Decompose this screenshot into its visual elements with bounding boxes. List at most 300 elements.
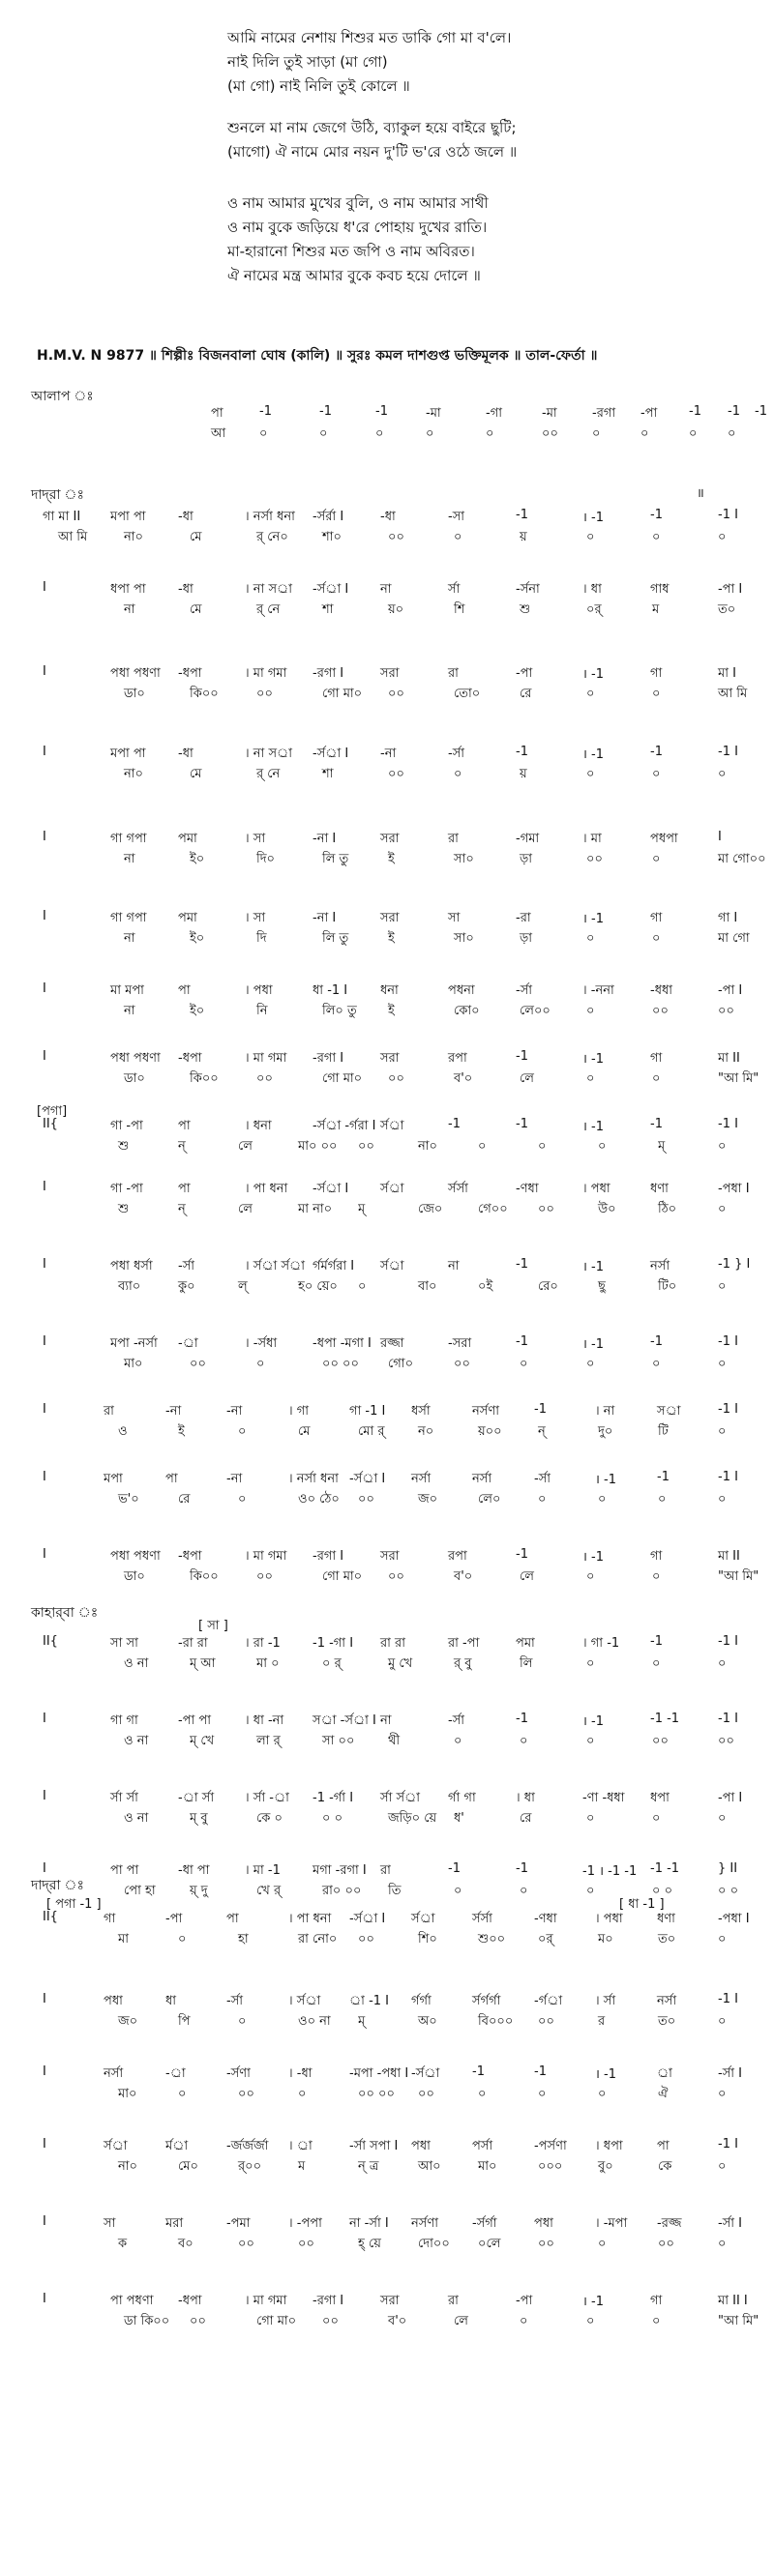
- note-cell: -1: [516, 1117, 528, 1131]
- note-cell: র্সা: [448, 582, 461, 597]
- lyric-syllable: শি০: [418, 1932, 437, 1947]
- notation-row: [0, 1634, 774, 1675]
- note-cell: II{: [43, 1910, 58, 1924]
- notation-row: [0, 909, 774, 950]
- lyric-syllable: র্ নে: [256, 767, 281, 781]
- lyric-syllable: মা০ ০০: [298, 1139, 338, 1154]
- lyric-syllable: ০: [652, 931, 661, 946]
- lyric-syllable: ০: [718, 1932, 727, 1947]
- lyric-syllable: ০০: [418, 2087, 434, 2101]
- lyric-syllable: খে র্: [256, 1884, 282, 1898]
- lyric-syllable: না: [124, 602, 135, 617]
- lyric-syllable: ধ': [454, 1811, 464, 1826]
- note-cell: -1: [472, 2064, 485, 2079]
- note-cell: ধর্সা: [411, 1404, 431, 1419]
- lyric-syllable: ০: [586, 1884, 595, 1898]
- lyric-syllable: ও: [118, 1424, 128, 1439]
- note-cell: র্মর্া: [165, 2139, 189, 2153]
- lyric-syllable: লে: [238, 1202, 253, 1216]
- note-cell: -1: [650, 1334, 663, 1349]
- note-cell: রজ্জা: [380, 1336, 404, 1351]
- note-cell: -1 -গা I: [313, 1636, 354, 1651]
- note-cell: । র্া: [288, 2139, 313, 2153]
- note-cell: গা -1 I: [349, 1404, 386, 1419]
- note-cell: -পা: [640, 406, 658, 421]
- note-cell: -1: [650, 745, 663, 759]
- lyric-syllable: ও না: [124, 1656, 149, 1671]
- note-cell: -1: [516, 1049, 528, 1064]
- note-cell: -না: [380, 746, 397, 761]
- note-cell: -র্সনা: [516, 582, 540, 597]
- note-cell: পধনা: [448, 983, 475, 998]
- lyric-syllable: শা: [322, 767, 334, 781]
- note-cell: I: [43, 1992, 46, 2006]
- note-cell: । পধা: [245, 983, 273, 998]
- lyric-syllable: কু০: [178, 1279, 195, 1294]
- lyric-syllable: ০: [586, 1811, 595, 1826]
- lyric-syllable: ০: [728, 426, 736, 441]
- lyric-syllable: ০০: [388, 687, 404, 701]
- lyric-syllable: না০: [418, 1139, 437, 1154]
- note-cell: -র্সর্া -র্গরা I: [313, 1119, 376, 1133]
- lyric-syllable: ল্: [238, 1279, 248, 1294]
- lyric-syllable: লে০: [478, 1492, 501, 1507]
- note-cell: -র্সা: [448, 746, 465, 761]
- lyric-line: শুনলে মা নাম জেগে উঠি, ব্যাকুল হয়ে বাইরে ছুটি;: [227, 119, 517, 136]
- note-cell: পধা: [411, 2139, 431, 2153]
- note-cell: পা: [178, 1182, 191, 1196]
- lyric-syllable: ০: [652, 767, 661, 781]
- lyric-syllable: রা০ ০০: [322, 1884, 362, 1898]
- lyric-syllable: মা না০: [298, 1202, 333, 1216]
- lyric-line: (মা গো) নাই নিলি তুই কোলে ॥: [227, 77, 410, 95]
- lyric-syllable: ০০: [538, 2237, 554, 2251]
- lyric-syllable: দো০০: [418, 2237, 450, 2251]
- lyric-syllable: ০লে: [478, 2237, 501, 2251]
- note-cell: -1 I: [718, 2137, 738, 2152]
- lyric-syllable: তো০: [454, 687, 481, 701]
- lyric-syllable: বা০: [418, 1279, 437, 1294]
- note-cell: মপা পা: [110, 746, 146, 761]
- lyric-syllable: ০: [520, 1884, 528, 1898]
- note-cell: সা: [104, 2216, 116, 2231]
- lyric-syllable: ০: [652, 1357, 661, 1371]
- note-cell: I: [43, 580, 46, 595]
- note-cell: -1: [259, 404, 272, 419]
- lyric-syllable: ০: [718, 1424, 727, 1439]
- lyric-syllable: না: [124, 1004, 135, 1018]
- note-cell: র্গর্গা: [411, 1994, 432, 2008]
- lyric-syllable: ০র্: [538, 1932, 553, 1947]
- note-cell: I: [43, 2064, 46, 2079]
- lyric-syllable: ন্: [178, 1139, 186, 1154]
- lyric-syllable: জে০: [418, 1202, 443, 1216]
- lyric-syllable: ০: [538, 1492, 547, 1507]
- lyric-syllable: দি০: [256, 852, 276, 866]
- lyric-syllable: মা গো: [718, 931, 750, 946]
- lyric-syllable: মু খে: [388, 1656, 413, 1671]
- note-cell: -র্সা: [516, 983, 533, 998]
- note-cell: -1: [516, 1257, 528, 1272]
- note-cell: পা পধণা: [110, 2294, 154, 2308]
- note-cell: পা: [178, 983, 191, 998]
- lyric-syllable: ই০: [190, 852, 205, 866]
- note-cell: গা I: [718, 911, 738, 925]
- lyric-syllable: ০: [478, 2087, 487, 2101]
- note-cell: -ধপা -মগা I: [313, 1336, 372, 1351]
- note-cell: পা: [211, 406, 223, 421]
- note-cell: সরা: [380, 911, 400, 925]
- lyric-syllable: পো হা: [124, 1884, 156, 1898]
- lyric-syllable: ই০: [190, 1004, 205, 1018]
- lyric-syllable: ত০: [718, 602, 736, 617]
- note-cell: । পা ধনা: [245, 1182, 288, 1196]
- note-cell: গা: [104, 1912, 116, 1926]
- note-cell: । মা গমা: [245, 1549, 287, 1564]
- lyric-syllable: ০০: [542, 426, 558, 441]
- note-cell: I: [43, 981, 46, 996]
- notation-row: [0, 404, 774, 445]
- note-cell: পা: [178, 1119, 191, 1133]
- lyric-syllable: ০: [454, 530, 462, 544]
- note-cell: । গা: [288, 1404, 310, 1419]
- lyric-syllable: শি: [454, 602, 465, 617]
- note-cell: । র্সা -র্া: [245, 1791, 289, 1805]
- lyric-syllable: ০: [586, 1004, 595, 1018]
- section-mark: [ ধা -1 ]: [619, 1897, 665, 1912]
- lyric-syllable: জ০: [118, 2014, 138, 2029]
- notation-row: [0, 1547, 774, 1588]
- lyric-syllable: ০: [652, 852, 661, 866]
- notation-row: [0, 745, 774, 785]
- lyric-syllable: কে: [658, 2159, 672, 2174]
- lyric-syllable: রে: [178, 1492, 191, 1507]
- lyric-syllable: ০০: [256, 1071, 273, 1086]
- note-cell: -1: [516, 1334, 528, 1349]
- lyric-syllable: ন্: [538, 1424, 546, 1439]
- lyric-syllable: আ: [211, 426, 226, 441]
- note-cell: I: [43, 1180, 46, 1194]
- note-cell: সরা: [380, 1549, 400, 1564]
- note-cell: -মপা -পধা I: [349, 2066, 409, 2081]
- lyric-syllable: শা০: [322, 530, 342, 544]
- note-cell: -র্সা I: [718, 2066, 743, 2081]
- lyric-syllable: ডা০: [124, 1569, 145, 1584]
- lyric-syllable: লি তু: [322, 852, 349, 866]
- note-cell: । মা -1: [245, 1863, 281, 1878]
- notation-row: [0, 1334, 774, 1375]
- note-cell: II{: [43, 1117, 58, 1131]
- note-cell: -1: [650, 508, 663, 522]
- lyric-syllable: ড়া: [520, 852, 533, 866]
- lyric-syllable: মে০: [178, 2159, 198, 2174]
- note-cell: গা -পা: [110, 1182, 143, 1196]
- note-cell: -সরা: [448, 1336, 472, 1351]
- note-cell: -1 I: [718, 745, 738, 759]
- lyric-syllable: ০: [538, 1139, 547, 1154]
- note-cell: মা মপা: [110, 983, 144, 998]
- note-cell: -পা: [516, 2294, 533, 2308]
- lyric-syllable: মা০: [118, 2087, 137, 2101]
- lyric-syllable: মা গো০০: [718, 852, 766, 866]
- lyric-syllable: ০০: [190, 1357, 206, 1371]
- lyric-syllable: দু০: [598, 1424, 613, 1439]
- lyric-syllable: ০: [238, 2014, 247, 2029]
- lyric-syllable: "আ মি": [718, 2314, 759, 2328]
- lyric-syllable: ০: [718, 767, 727, 781]
- lyric-syllable: ভ'০: [118, 1492, 139, 1507]
- note-cell: মা II I: [718, 2294, 748, 2308]
- lyric-syllable: কি০০: [190, 1569, 219, 1584]
- lyric-syllable: কো০: [454, 1004, 480, 1018]
- note-cell: -ধা: [178, 582, 194, 597]
- lyric-syllable: ০: [718, 2237, 727, 2251]
- note-cell: । না সর্া: [245, 746, 292, 761]
- lyric-syllable: ০র্: [586, 602, 602, 617]
- note-cell: রা: [448, 832, 459, 846]
- lyric-syllable: "আ মি": [718, 1569, 759, 1584]
- lyric-syllable: ০: [598, 2237, 607, 2251]
- note-cell: -না I: [313, 911, 337, 925]
- note-cell: I: [43, 909, 46, 923]
- lyric-line: মা-হারানো শিশুর মত জপি ও নাম অবিরত।: [227, 243, 475, 260]
- note-cell: ধপা পা: [110, 582, 146, 597]
- lyric-syllable: ০: [520, 2314, 528, 2328]
- note-cell: নর্সা: [472, 1472, 492, 1486]
- lyric-syllable: ০: [586, 530, 595, 544]
- lyric-syllable: ঠি০: [658, 1202, 677, 1216]
- lyric-syllable: ০০ ০০: [358, 2087, 395, 2101]
- lyric-syllable: কি০০: [190, 687, 219, 701]
- note-cell: । ধপা: [595, 2139, 623, 2153]
- lyric-syllable: নি: [256, 1004, 268, 1018]
- lyric-syllable: মে: [298, 1424, 311, 1439]
- note-cell: -1: [534, 2064, 547, 2079]
- note-cell: নর্সা: [411, 1472, 432, 1486]
- note-cell: ধণা: [650, 1182, 669, 1196]
- lyric-syllable: গো মা০: [322, 687, 363, 701]
- note-cell: -1 -1: [650, 1861, 680, 1876]
- lyric-syllable: ০: [298, 2087, 307, 2101]
- note-cell: পধা পধণা: [110, 1549, 161, 1564]
- lyric-syllable: ০: [718, 2159, 727, 2174]
- lyric-syllable: ডা০: [124, 687, 145, 701]
- note-cell: । -1: [582, 1120, 605, 1134]
- lyric-syllable: ০: [689, 426, 698, 441]
- section-mark: ॥: [697, 486, 704, 501]
- notation-row: [0, 1470, 774, 1510]
- note-cell: -1 I: [718, 1334, 738, 1349]
- lyric-syllable: ০: [454, 767, 462, 781]
- note-cell: ধা: [165, 1994, 177, 2008]
- note-cell: -1: [689, 404, 701, 419]
- note-cell: র্সর্া: [380, 1119, 404, 1133]
- note-cell: -1: [516, 1547, 528, 1562]
- lyric-syllable: ০: [718, 2087, 727, 2101]
- lyric-syllable: কি০০: [190, 1071, 219, 1086]
- lyric-syllable: ম: [652, 602, 660, 617]
- lyric-syllable: র্ নে০: [256, 530, 288, 544]
- lyric-syllable: ০: [238, 1424, 247, 1439]
- note-cell: গা: [650, 666, 663, 681]
- lyric-syllable: গো মা০: [256, 2314, 297, 2328]
- note-cell: I: [43, 1789, 46, 1803]
- note-cell: -1: [650, 1634, 663, 1649]
- lyric-syllable: হ্ য়ে: [358, 2237, 381, 2251]
- lyric-syllable: অ০: [418, 2014, 437, 2029]
- lyric-syllable: ম্: [658, 1139, 666, 1154]
- note-cell: -1 I: [718, 1402, 738, 1417]
- note-cell: -পমা: [226, 2216, 251, 2231]
- lyric-syllable: সা ০০: [322, 1734, 355, 1748]
- note-cell: পধা ধর্সা: [110, 1259, 153, 1273]
- lyric-syllable: ০০: [388, 767, 404, 781]
- lyric-syllable: বু০: [598, 2159, 613, 2174]
- lyric-syllable: ০ ০: [652, 1884, 673, 1898]
- note-cell: -র্সা: [534, 1472, 551, 1486]
- notation-row: [0, 981, 774, 1022]
- note-cell: । রা -1: [245, 1636, 281, 1651]
- note-cell: I: [43, 2137, 46, 2152]
- lyric-syllable: ব্যা০: [118, 1279, 141, 1294]
- lyric-syllable: ও০ না: [298, 2014, 331, 2029]
- lyric-syllable: ০০০: [538, 2159, 563, 2174]
- note-cell: রপা: [448, 1549, 467, 1564]
- note-cell: পা পা: [110, 1863, 139, 1878]
- note-cell: -র্সা I: [718, 2216, 743, 2231]
- note-cell: পধপা: [650, 832, 678, 846]
- lyric-syllable: লে: [520, 1071, 534, 1086]
- note-cell: নর্সা: [657, 1994, 677, 2008]
- note-cell: । -ধা: [288, 2066, 313, 2081]
- lyric-syllable: ই০: [190, 931, 205, 946]
- lyric-syllable: ব০: [178, 2237, 194, 2251]
- lyric-syllable: ০: [478, 1139, 487, 1154]
- lyric-syllable: য়্ দু: [190, 1884, 208, 1898]
- note-cell: -র্সর্া: [411, 2066, 440, 2081]
- note-cell: পধা পধণা: [110, 1051, 161, 1066]
- note-cell: I: [43, 2292, 46, 2306]
- lyric-syllable: ০০: [322, 2314, 339, 2328]
- lyric-syllable: আ০: [418, 2159, 441, 2174]
- note-cell: । -পপা: [288, 2216, 322, 2231]
- note-cell: । -1: [582, 511, 605, 525]
- note-cell: -1 I: [718, 1634, 738, 1649]
- lyric-syllable: মা০: [124, 1357, 143, 1371]
- lyric-syllable: ০: [718, 1811, 727, 1826]
- note-cell: -না: [226, 1472, 243, 1486]
- lyric-syllable: শু: [118, 1139, 130, 1154]
- lyric-syllable: ০: [178, 1932, 187, 1947]
- note-cell: -পধা I: [718, 1182, 750, 1196]
- lyric-syllable: ০: [652, 687, 661, 701]
- lyric-syllable: ০: [718, 1279, 727, 1294]
- note-cell: । -1: [595, 1473, 617, 1487]
- note-cell: । সা: [245, 911, 266, 925]
- notation-row: [0, 1257, 774, 1298]
- note-cell: । পা ধনা: [288, 1912, 332, 1926]
- lyric-syllable: ০: [256, 1357, 265, 1371]
- note-cell: । -ননা: [582, 983, 614, 998]
- lyric-syllable: ০: [538, 2087, 547, 2101]
- note-cell: -র্জর্জর্জা: [226, 2139, 269, 2153]
- lyric-syllable: ব'০: [454, 1071, 473, 1086]
- note-cell: রা: [448, 666, 459, 681]
- lyric-line: ঐ নামের মন্ত্র আমার বুকে কবচ হয়ে দোলে ॥: [227, 267, 481, 284]
- note-cell: -র্সণা: [226, 2066, 251, 2081]
- lyric-syllable: টি০: [658, 1279, 677, 1294]
- lyric-syllable: ক: [118, 2237, 128, 2251]
- note-cell: র্সর্া: [104, 2139, 128, 2153]
- note-cell: নর্সা: [104, 2066, 124, 2081]
- note-cell: মপা: [104, 1472, 123, 1486]
- note-cell: সরা: [380, 832, 400, 846]
- note-cell: । পধা: [582, 1182, 610, 1196]
- note-cell: । -1: [582, 2295, 605, 2309]
- note-cell: পমা: [178, 911, 197, 925]
- lyric-syllable: ০০: [358, 1139, 374, 1154]
- lyric-syllable: লি তু: [322, 931, 349, 946]
- lyric-syllable: ০০: [238, 2237, 254, 2251]
- lyric-syllable: তি: [388, 1884, 402, 1898]
- lyric-syllable: ০ র্: [322, 1656, 342, 1671]
- note-cell: I: [718, 830, 722, 844]
- lyric-syllable: ০: [426, 426, 434, 441]
- note-cell: -পা I: [718, 582, 743, 597]
- note-cell: । সা: [245, 832, 266, 846]
- lyric-syllable: পি: [178, 2014, 191, 2029]
- note-cell: পা: [165, 1472, 178, 1486]
- notation-row: [0, 1402, 774, 1443]
- note-cell: -রগা I: [313, 1051, 344, 1066]
- notation-row: [0, 580, 774, 621]
- lyric-syllable: "আ মি": [718, 1071, 759, 1086]
- note-cell: -র্সা: [178, 1259, 195, 1273]
- notation-row: [0, 830, 774, 870]
- note-cell: । না সর্া: [245, 582, 292, 597]
- lyric-syllable: ০: [358, 1279, 367, 1294]
- lyric-syllable: ও০ ঠে০: [298, 1492, 340, 1507]
- note-cell: । ধা -না: [245, 1713, 284, 1728]
- note-cell: গাধ: [650, 582, 670, 597]
- note-cell: -রা রা: [178, 1636, 208, 1651]
- note-cell: র্গর্মর্গরা I: [313, 1259, 355, 1273]
- lyric-syllable: ০০: [538, 1202, 554, 1216]
- note-cell: -ধপা: [178, 2294, 202, 2308]
- lyric-syllable: গে০০: [478, 1202, 508, 1216]
- note-cell: মরা: [165, 2216, 184, 2231]
- lyric-syllable: ০: [598, 1139, 607, 1154]
- note-cell: -পা I: [718, 983, 743, 998]
- lyric-syllable: ডা কি০০: [124, 2314, 170, 2328]
- note-cell: র্সা র্সর্া: [380, 1791, 421, 1805]
- note-cell: -র্সর্া I: [349, 1912, 386, 1926]
- note-cell: -র্সর্া I: [313, 1182, 349, 1196]
- lyric-syllable: ০: [652, 1811, 661, 1826]
- notation-row: [0, 1910, 774, 1950]
- note-cell: -ধপা: [178, 1051, 202, 1066]
- note-cell: -ধপা: [178, 1549, 202, 1564]
- note-cell: I: [43, 664, 46, 679]
- lyric-syllable: আ মি: [718, 687, 748, 701]
- lyric-syllable: না০: [124, 530, 143, 544]
- lyric-syllable: ই: [388, 1004, 395, 1018]
- lyric-syllable: য়: [520, 767, 527, 781]
- note-cell: -1 I: [718, 1712, 738, 1726]
- note-cell: ধণা: [657, 1912, 675, 1926]
- note-cell: -ধধা: [650, 983, 673, 998]
- lyric-syllable: ছু: [598, 1279, 606, 1294]
